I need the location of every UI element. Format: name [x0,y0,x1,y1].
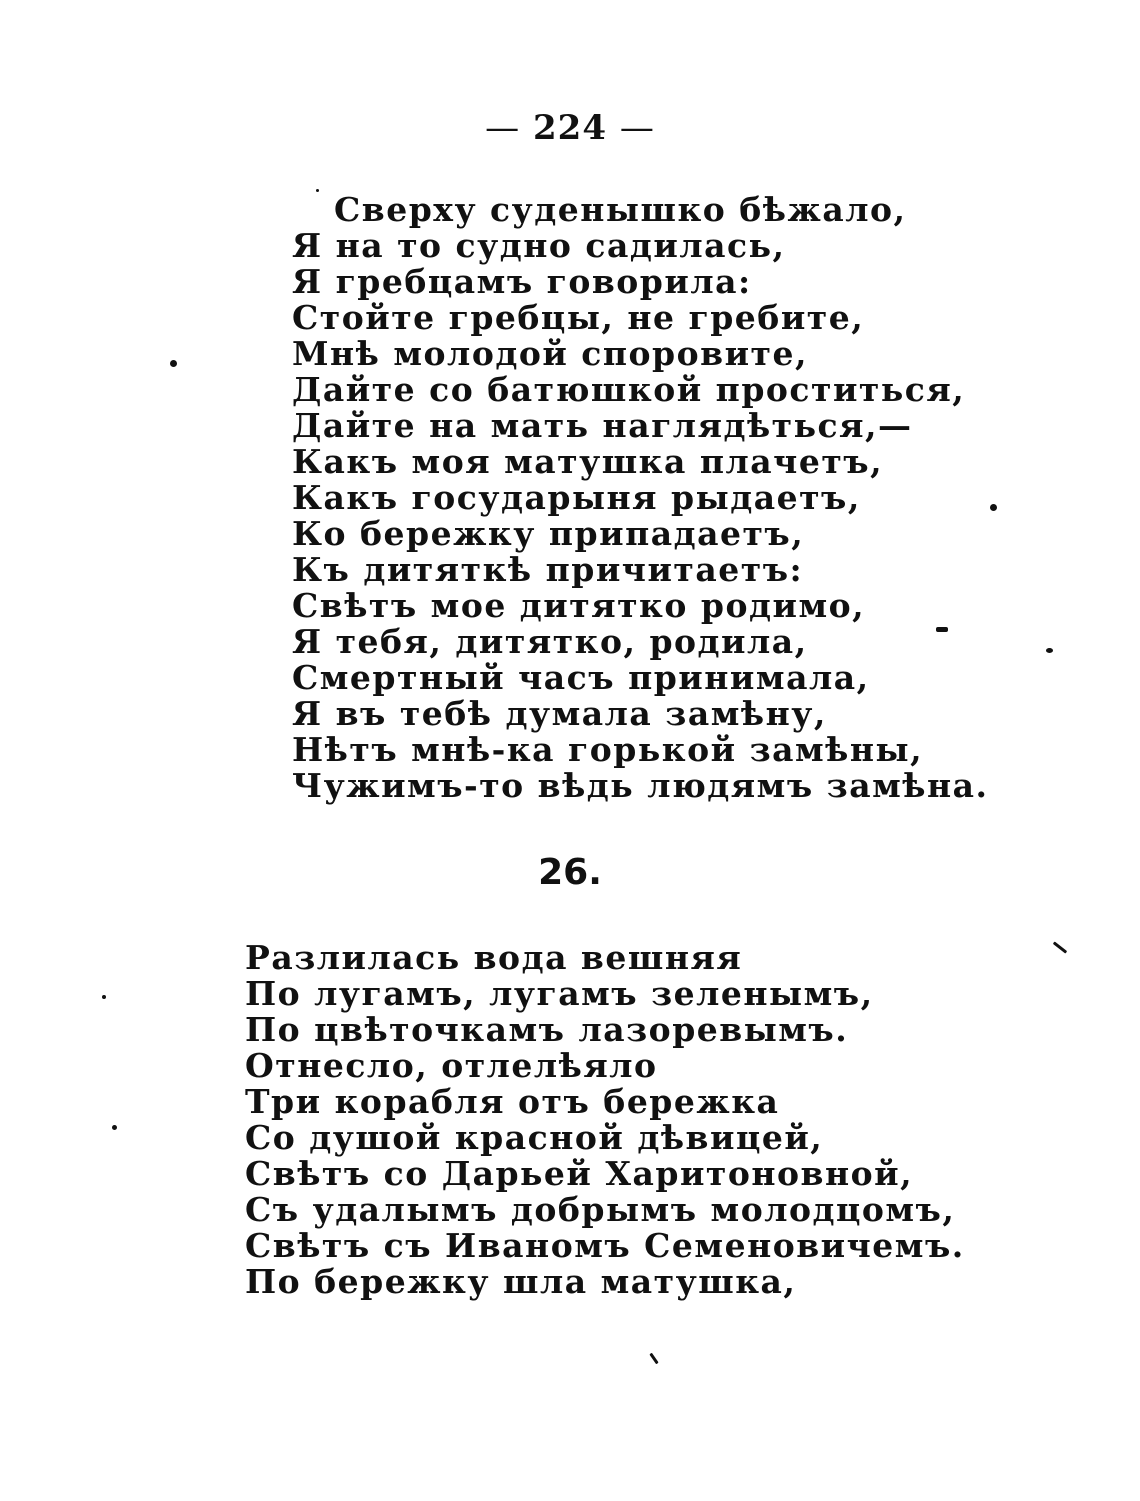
verse-line: Три корабля отъ бережка [245,1082,780,1121]
verse-line: По цвѣточкамъ лазоревымъ. [245,1010,849,1049]
header-dash-left: — [485,108,521,148]
verse-line: Свѣтъ съ Иваномъ Семеновичемъ. [245,1226,965,1265]
verse-line: По лугамъ, лугамъ зеленымъ, [245,974,874,1013]
song-number: 26. [538,852,602,893]
verse-line: Нѣтъ мнѣ-ка горькой замѣны, [292,730,924,769]
verse-bottom [245,940,965,1300]
verse-line: Свѣтъ со Дарьей Харитоновной, [245,1154,914,1193]
scan-speck [1046,648,1053,653]
scan-speck [990,504,997,511]
page-number: 224 [533,108,607,148]
page-header [0,108,1140,148]
scan-speck [170,360,177,367]
verse-line: Дайте со батюшкой проститься, [292,370,966,409]
verse-top [292,192,988,804]
verse-line: Смертный часъ принимала, [292,658,870,697]
scan-speck [316,189,319,192]
verse-line: Ко бережку припадаетъ, [292,514,805,553]
verse-line: Я на то судно садилась, [292,226,786,265]
verse-line: Стойте гребцы, не гребите, [292,298,865,337]
verse-line: Къ дитяткѣ причитаетъ: [292,550,804,589]
verse-line: Разлилась вода вешняя [245,938,743,977]
verse-line: Отнесло, отлелѣяло [245,1046,658,1085]
scan-speck [1053,941,1067,953]
verse-line: Свѣтъ мое дитятко родимо, [292,586,866,625]
verse-line: Мнѣ молодой споровите, [292,334,808,373]
verse-line: Со душой красной дѣвицей, [245,1118,824,1157]
verse-line: Я въ тебѣ думала замѣну, [292,694,827,733]
verse-line: Какъ государыня рыдаетъ, [292,478,861,517]
verse-line: Какъ моя матушка плачетъ, [292,442,884,481]
scan-speck [936,627,948,632]
verse-line: По бережку шла матушка, [245,1262,797,1301]
scan-speck [649,1353,658,1365]
scan-speck [102,995,106,999]
verse-line: Я тебя, дитятко, родила, [292,622,808,661]
verse-line: Я гребцамъ говорила: [292,262,752,301]
header-dash-right: — [619,108,655,148]
scan-speck [112,1125,117,1130]
verse-line: Съ удалымъ добрымъ молодцомъ, [245,1190,956,1229]
verse-line: Чужимъ-то вѣдь людямъ замѣна. [292,766,989,805]
verse-line: Дайте на мать наглядѣться,— [292,406,913,445]
verse-line: Сверху суденышко бѣжало, [334,190,907,229]
